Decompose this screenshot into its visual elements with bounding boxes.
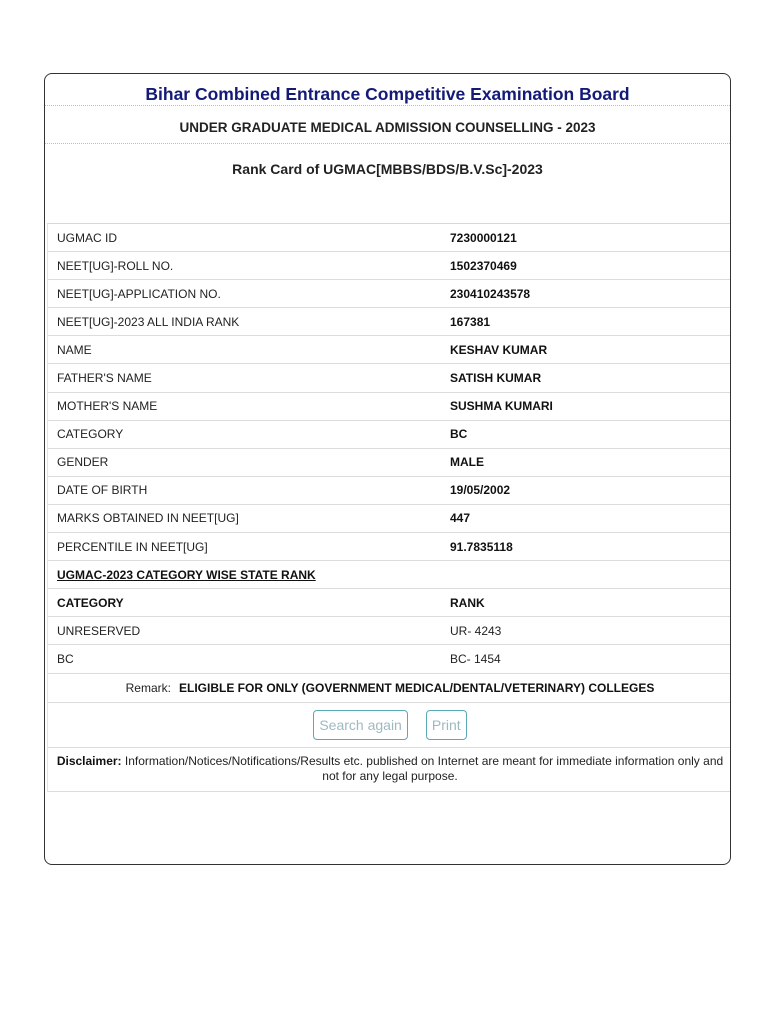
remark-row (48, 674, 731, 703)
board-title: Bihar Combined Entrance Competitive Examination Board (45, 74, 730, 106)
ugmac-id-label: UGMAC ID (57, 230, 117, 245)
table-row (48, 477, 731, 505)
table-row (48, 617, 731, 645)
table-row (48, 308, 731, 336)
fathers-name-label: FATHER'S NAME (57, 371, 152, 386)
table-row (48, 224, 731, 252)
application-no-label: NEET[UG]-APPLICATION NO. (57, 286, 221, 301)
all-india-rank-label: NEET[UG]-2023 ALL INDIA RANK (57, 314, 240, 329)
roll-no-label: NEET[UG]-ROLL NO. (57, 258, 174, 273)
remark-value: ELIGIBLE FOR ONLY (GOVERNMENT MEDICAL/DENTAL/VETERINARY) COLLEGES (178, 680, 655, 695)
rank-card-title: Rank Card of UGMAC[MBBS/BDS/B.V.Sc]-2023 (232, 161, 543, 177)
date-of-birth-value: 19/05/2002 (450, 483, 511, 498)
table-row (48, 280, 731, 308)
table-row (48, 505, 731, 533)
search-again-button[interactable]: Search again (313, 710, 408, 740)
remark-label: Remark: (125, 680, 171, 695)
category-column-header: CATEGORY (57, 595, 124, 610)
percentile-label: PERCENTILE IN NEET[UG] (57, 539, 208, 554)
state-rank-category: BC (57, 651, 74, 666)
percentile-value: 91.7835118 (450, 539, 513, 554)
ugmac-id-value: 7230000121 (450, 230, 517, 245)
fathers-name-value: SATISH KUMAR (450, 371, 542, 386)
action-buttons (48, 703, 731, 748)
disclaimer (48, 748, 731, 792)
marks-value: 447 (450, 511, 471, 526)
state-rank-value: UR- 4243 (450, 623, 502, 638)
roll-no-value: 1502370469 (450, 258, 517, 273)
date-of-birth-label: DATE OF BIRTH (57, 483, 148, 498)
category-value: BC (450, 427, 468, 442)
name-value: KESHAV KUMAR (450, 342, 548, 357)
rank-card (44, 73, 731, 865)
mothers-name-label: MOTHER'S NAME (57, 399, 158, 414)
state-rank-heading-row (48, 561, 731, 589)
application-no-value: 230410243578 (450, 286, 531, 301)
all-india-rank-value: 167381 (450, 314, 491, 329)
print-button[interactable]: Print (426, 710, 467, 740)
state-rank-value: BC- 1454 (450, 651, 501, 666)
rank-column-header: RANK (450, 595, 485, 610)
state-rank-category: UNRESERVED (57, 623, 141, 638)
disclaimer-text: Information/Notices/Notifications/Results etc. published on Internet are meant for immediate information only and not for any legal purpose. (121, 753, 724, 783)
state-rank-header-row (48, 589, 731, 617)
state-rank-heading: UGMAC-2023 CATEGORY WISE STATE RANK (57, 567, 316, 582)
mothers-name-value: SUSHMA KUMARI (450, 399, 553, 414)
table-row (48, 336, 731, 364)
category-label: CATEGORY (57, 427, 124, 442)
gender-label: GENDER (57, 455, 109, 470)
name-label: NAME (57, 342, 92, 357)
table-row (48, 393, 731, 421)
table-row (48, 252, 731, 280)
table-row (48, 449, 731, 477)
gender-value: MALE (450, 455, 484, 470)
disclaimer-label: Disclaimer: (56, 753, 122, 768)
candidate-details-table (47, 223, 731, 792)
table-row (48, 364, 731, 392)
table-row (48, 421, 731, 449)
counselling-title: UNDER GRADUATE MEDICAL ADMISSION COUNSELLING - 2023 (45, 106, 730, 144)
table-row (48, 645, 731, 673)
marks-label: MARKS OBTAINED IN NEET[UG] (57, 511, 239, 526)
table-row (48, 533, 731, 561)
